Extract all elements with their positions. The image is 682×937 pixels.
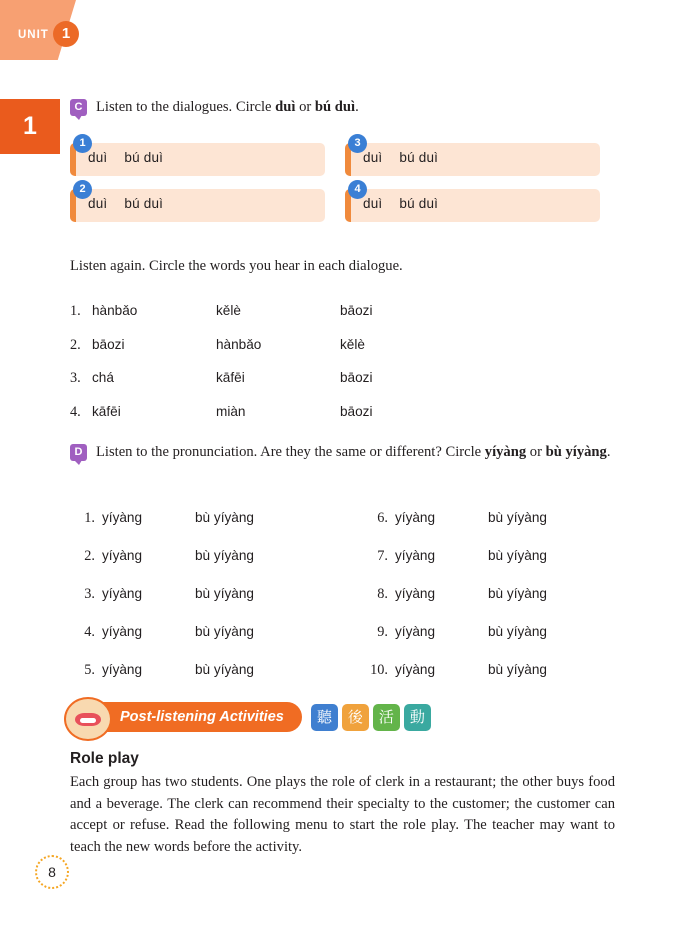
- mouth-icon: [64, 697, 112, 741]
- mouth-icon-lips: [75, 713, 101, 726]
- option-bu-yiyang[interactable]: bù yíyàng: [488, 586, 547, 601]
- answer-bar-options[interactable]: [88, 150, 163, 165]
- section-c-instr-part-5: .: [355, 99, 359, 115]
- unit-number-badge: 1: [53, 21, 79, 47]
- row-index: 3.: [70, 370, 81, 386]
- answer-bar-3[interactable]: [345, 137, 600, 176]
- option-bu-yiyang[interactable]: bù yíyàng: [195, 662, 254, 677]
- section-d-instr-part-4: bù yíyàng: [545, 444, 607, 460]
- section-c-instruction-text: [96, 97, 615, 118]
- option-yiyang[interactable]: yíyàng: [102, 548, 143, 563]
- answer-bar-options[interactable]: [88, 196, 163, 211]
- item-index: 2.: [84, 548, 95, 564]
- role-play-body: Each group has two students. One plays the role of clerk in a restaurant; the other buys food and a beverage. The clerk can recommend their specialty to the customer; the customer can accept or refuse. Read the following menu to start the role play. The teacher may want to teach the new words before the activity.: [70, 774, 615, 855]
- option-yiyang[interactable]: yíyàng: [395, 624, 436, 639]
- section-d-answer-grid: [70, 510, 615, 700]
- row-index: 2.: [70, 336, 81, 353]
- answer-bar-2[interactable]: [70, 183, 325, 222]
- section-d-instr-part-1: Listen to the pronunciation. Are they the same or different? Circle: [96, 444, 485, 460]
- option-bu-yiyang[interactable]: bù yíyàng: [195, 548, 254, 563]
- word-choice-row: [70, 337, 490, 354]
- option-yiyang[interactable]: yíyàng: [395, 586, 436, 601]
- pronunciation-row: [70, 510, 615, 527]
- section-c-answer-bars: [70, 137, 600, 235]
- option-yiyang[interactable]: yíyàng: [395, 662, 436, 677]
- section-c-instruction: [70, 97, 615, 118]
- option-dui[interactable]: duì: [88, 196, 108, 211]
- pronunciation-item-6: [342, 510, 614, 527]
- option-yiyang[interactable]: yíyàng: [102, 586, 143, 601]
- option-dui[interactable]: duì: [363, 150, 383, 165]
- item-index: 8.: [377, 586, 388, 602]
- option-bu-dui[interactable]: bú duì: [124, 196, 164, 211]
- item-index: 5.: [84, 662, 95, 678]
- pronunciation-item-5: [70, 662, 342, 679]
- item-index: 9.: [377, 624, 388, 640]
- pronunciation-item-8: [342, 586, 614, 603]
- word-option[interactable]: kāfēi: [216, 370, 245, 385]
- word-choice-row: [70, 404, 490, 421]
- pronunciation-item-2: [70, 548, 342, 565]
- option-yiyang[interactable]: yíyàng: [102, 662, 143, 677]
- post-listening-hanzi-group: [311, 704, 435, 731]
- section-d-instr-part-2: yíyàng: [484, 444, 527, 460]
- hanzi-char-huo: 活: [373, 704, 400, 731]
- answer-bar-row: [70, 137, 600, 176]
- hanzi-char-hou: 後: [342, 704, 369, 731]
- option-dui[interactable]: duì: [88, 150, 108, 165]
- answer-bar-options[interactable]: [363, 196, 438, 211]
- option-bu-yiyang[interactable]: bù yíyàng: [195, 586, 254, 601]
- section-c-instr-part-1: Listen to the dialogues. Circle: [96, 99, 276, 115]
- word-option[interactable]: hànbǎo: [92, 303, 138, 318]
- section-d-instruction: [70, 442, 615, 464]
- option-yiyang[interactable]: yíyàng: [395, 510, 436, 525]
- section-d-badge: D: [70, 444, 87, 461]
- section-c-instr-part-3: or: [295, 99, 315, 115]
- section-d-instruction-text: [96, 442, 615, 464]
- section-c-instr-part-2: duì: [275, 99, 296, 115]
- page-number: [35, 855, 69, 889]
- answer-bar-number: 2: [73, 180, 92, 199]
- item-index: 6.: [377, 510, 388, 526]
- answer-bar-number: 1: [73, 134, 92, 153]
- hanzi-char-dong: 動: [404, 704, 431, 731]
- section-c-instr-part-4: bú duì: [314, 99, 356, 115]
- post-listening-pill: [70, 702, 302, 732]
- section-d-instr-part-3: or: [526, 444, 546, 460]
- word-option[interactable]: kělè: [216, 303, 241, 318]
- pronunciation-item-7: [342, 548, 614, 565]
- word-option[interactable]: bāozi: [340, 403, 373, 419]
- pronunciation-item-4: [70, 624, 342, 641]
- section-c-badge: C: [70, 99, 87, 116]
- pronunciation-item-10: [342, 662, 614, 679]
- option-yiyang[interactable]: yíyàng: [102, 624, 143, 639]
- post-listening-banner: [70, 702, 435, 732]
- word-option[interactable]: chá: [92, 370, 114, 385]
- word-option[interactable]: bāozi: [340, 303, 373, 318]
- option-bu-yiyang[interactable]: bù yíyàng: [488, 548, 547, 563]
- option-bu-yiyang[interactable]: bù yíyàng: [195, 624, 254, 639]
- answer-bar-number: 4: [348, 180, 367, 199]
- word-choice-row: [70, 370, 490, 387]
- word-option[interactable]: kāfēi: [92, 403, 121, 419]
- option-yiyang[interactable]: yíyàng: [395, 548, 436, 563]
- pronunciation-row: [70, 586, 615, 603]
- word-option[interactable]: kělè: [340, 336, 365, 352]
- pronunciation-row: [70, 548, 615, 565]
- unit-label: UNIT: [18, 29, 49, 41]
- option-bu-yiyang[interactable]: bù yíyàng: [488, 510, 547, 525]
- option-bu-yiyang[interactable]: bù yíyàng: [488, 624, 547, 639]
- word-option[interactable]: bāozi: [340, 370, 373, 385]
- unit-header: [0, 0, 88, 62]
- listen-again-text: Listen again. Circle the words you hear in each dialogue.: [70, 258, 403, 274]
- post-listening-label: Post-listening Activities: [120, 709, 284, 725]
- pronunciation-row: [70, 662, 615, 679]
- option-yiyang[interactable]: yíyàng: [102, 510, 143, 525]
- option-bu-dui[interactable]: bú duì: [399, 196, 439, 211]
- item-index: 4.: [84, 624, 95, 640]
- option-dui[interactable]: duì: [363, 196, 383, 211]
- page-number-value: 8: [38, 858, 66, 886]
- item-index: 10.: [370, 662, 388, 678]
- answer-bar-options[interactable]: [363, 150, 438, 165]
- pronunciation-item-1: [70, 510, 342, 527]
- chapter-side-tab: 1: [0, 99, 60, 154]
- word-option[interactable]: hànbǎo: [216, 336, 262, 352]
- word-option[interactable]: miàn: [216, 403, 246, 419]
- pronunciation-item-9: [342, 624, 614, 641]
- hanzi-char-ting: 聽: [311, 704, 338, 731]
- role-play-title: Role play: [70, 750, 139, 767]
- item-index: 1.: [84, 510, 95, 526]
- option-bu-yiyang[interactable]: bù yíyàng: [488, 662, 547, 677]
- item-index: 7.: [377, 548, 388, 564]
- answer-bar-1[interactable]: [70, 137, 325, 176]
- pronunciation-row: [70, 624, 615, 641]
- option-bu-dui[interactable]: bú duì: [399, 150, 439, 165]
- row-index: 4.: [70, 403, 81, 420]
- row-index: 1.: [70, 303, 81, 319]
- option-bu-yiyang[interactable]: bù yíyàng: [195, 510, 254, 525]
- word-choice-row: [70, 303, 490, 320]
- option-bu-dui[interactable]: bú duì: [124, 150, 164, 165]
- answer-bar-row: [70, 183, 600, 222]
- section-d-instr-part-5: .: [606, 444, 611, 460]
- word-choice-table: [70, 303, 490, 437]
- word-option[interactable]: bāozi: [92, 336, 125, 352]
- item-index: 3.: [84, 586, 95, 602]
- answer-bar-number: 3: [348, 134, 367, 153]
- answer-bar-4[interactable]: [345, 183, 600, 222]
- pronunciation-item-3: [70, 586, 342, 603]
